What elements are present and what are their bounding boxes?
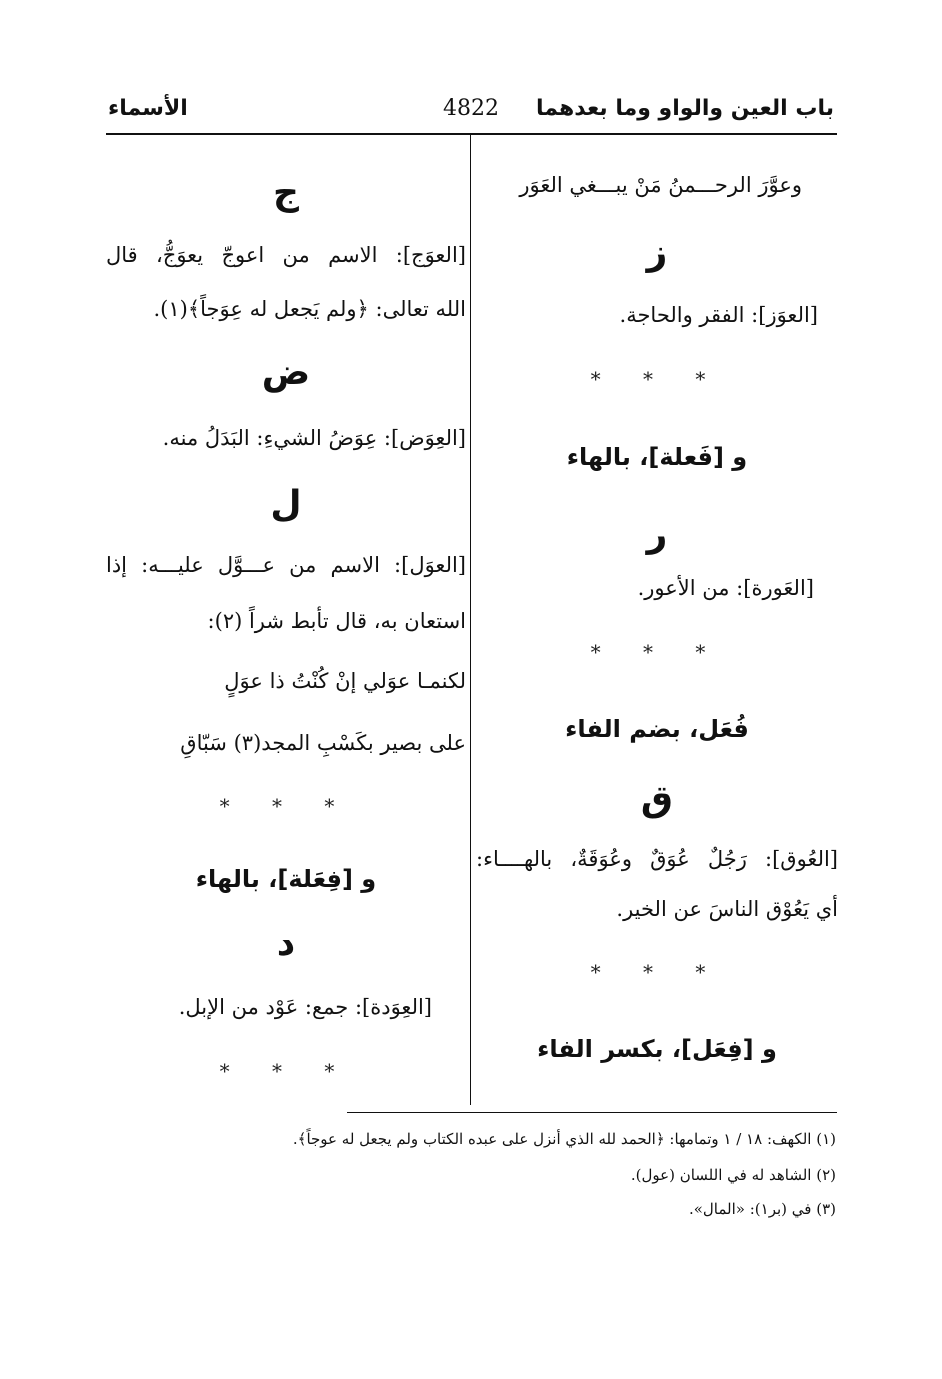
footnote: (٢) الشاهد له في اللسان (عول). bbox=[630, 1166, 836, 1184]
verse-line: على بصير بكَسْبِ المجد(٣) سَبّاقِ bbox=[180, 731, 466, 755]
section-stars: * * * bbox=[219, 794, 353, 818]
footnote-rule bbox=[347, 1112, 837, 1113]
dictionary-entry: استعان به، قال تأبط شراً (٢): bbox=[207, 609, 466, 633]
footnote: (٣) في (بر١): «المال». bbox=[688, 1200, 836, 1218]
letter-heading: ج bbox=[273, 172, 299, 213]
section-heading: و [فَعلة]، بالهاء bbox=[566, 443, 748, 471]
section-stars: * * * bbox=[590, 960, 724, 984]
section-heading: فُعَل، بضم الفاء bbox=[565, 715, 749, 743]
verse-line: لكنمـا عوَلي إنْ كُنْتُ ذا عوَلٍ bbox=[224, 669, 466, 693]
column-divider bbox=[470, 135, 471, 1105]
section-heading: و [فِعَل]، بكسر الفاء bbox=[537, 1035, 777, 1063]
dictionary-entry: [العوَز]: الفقر والحاجة. bbox=[619, 303, 818, 327]
letter-heading: ل bbox=[270, 484, 302, 525]
section-stars: * * * bbox=[590, 640, 724, 664]
letter-heading: ز bbox=[646, 232, 668, 273]
letter-heading: ر bbox=[646, 514, 668, 555]
running-header-title: باب العين والواو وما بعدهما bbox=[536, 96, 834, 121]
section-stars: * * * bbox=[590, 367, 724, 391]
dictionary-entry: [العوَج]: الاسم من اعوجّ يعوَجُّ، قال bbox=[106, 243, 466, 267]
letter-heading: ق bbox=[640, 779, 674, 820]
letter-heading: ض bbox=[261, 352, 311, 393]
dictionary-entry: [العوَل]: الاسم من عـــوَّل عليـــه: إذا bbox=[106, 553, 466, 577]
section-heading: و [فِعَلة]، بالهاء bbox=[195, 865, 377, 893]
section-stars: * * * bbox=[219, 1059, 353, 1083]
header-rule bbox=[106, 133, 837, 135]
letter-heading: د bbox=[276, 923, 296, 964]
dictionary-entry: أي يَعُوْق الناسَ عن الخير. bbox=[616, 897, 838, 921]
running-header-section: الأسماء bbox=[108, 96, 188, 121]
dictionary-entry: الله تعالى: ﴿ولم يَجعل له عِوَجاً﴾(١). bbox=[153, 297, 466, 321]
dictionary-entry: [العِوَدة]: جمع: عَوْد من الإبل. bbox=[178, 995, 432, 1019]
page-number: 4822 bbox=[443, 96, 499, 121]
dictionary-entry: [العَورة]: من الأعور. bbox=[637, 576, 814, 600]
dictionary-entry: [العِوَض]: عِوَضُ الشيءِ: البَدَلُ منه. bbox=[162, 426, 466, 450]
dictionary-entry: [العُوق]: رَجُلٌ عُوَقٌ وعُوَقَةٌ، بالهــــاء: bbox=[476, 847, 838, 871]
verse-line: وعوَّرَ الرحـــمنُ مَنْ يبـــغي العَوَر bbox=[519, 173, 802, 197]
footnote: (١) الكهف: ١٨ / ١ وتمامها: ﴿الحمد لله الذي أنزل على عبده الكتاب ولم يجعل له عوجاً﴾. bbox=[292, 1130, 836, 1148]
